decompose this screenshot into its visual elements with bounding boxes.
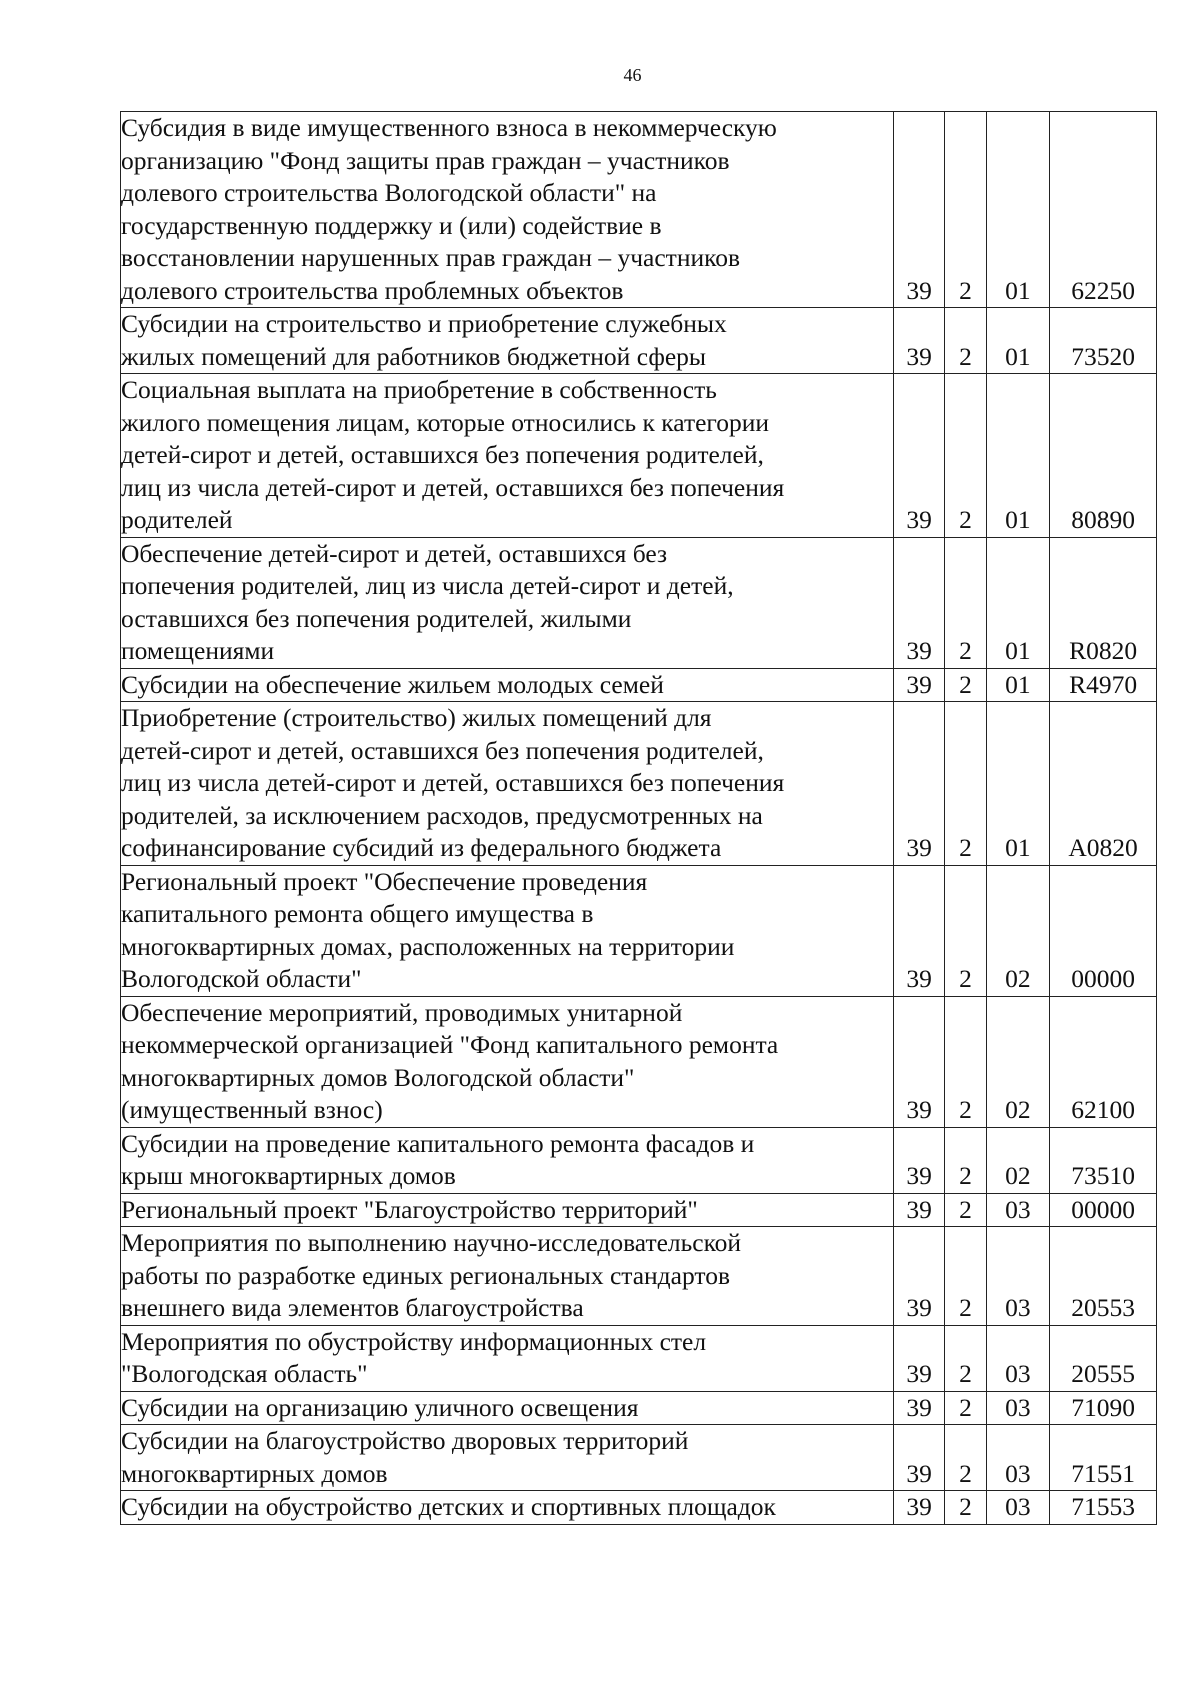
program-code-cell: 39 [893, 668, 944, 702]
table-row [121, 1425, 1157, 1491]
main-event-code-cell: 01 [986, 668, 1049, 702]
budget-classification-table [120, 111, 1157, 1525]
direction-code-cell: 20555 [1050, 1325, 1157, 1391]
table-row [121, 865, 1157, 996]
subprogram-code-cell: 2 [945, 702, 986, 866]
expense-name-cell: Субсидии на обеспечение жильем молодых семей [121, 668, 894, 702]
table-row [121, 308, 1157, 374]
table-row [121, 996, 1157, 1127]
table-row [121, 1193, 1157, 1227]
direction-code-cell: 00000 [1050, 865, 1157, 996]
program-code-cell: 39 [893, 374, 944, 538]
direction-code-cell: 62250 [1050, 112, 1157, 308]
main-event-code-cell: 03 [986, 1391, 1049, 1425]
expense-name-cell: Субсидии на обустройство детских и спортивных площадок [121, 1491, 894, 1525]
expense-name-cell: Социальная выплата на приобретение в собственность жилого помещения лицам, которые относились к категории детей-сирот и детей, оставшихся без попечения родителей, лиц из числа детей-сирот и детей, оставшихся без попечения родителей [121, 374, 894, 538]
expense-name-cell: Региональный проект "Благоустройство территорий" [121, 1193, 894, 1227]
main-event-code-cell: 01 [986, 308, 1049, 374]
table-row [121, 668, 1157, 702]
direction-code-cell: 71551 [1050, 1425, 1157, 1491]
direction-code-cell: 71553 [1050, 1491, 1157, 1525]
expense-name-cell: Мероприятия по обустройству информационных стел "Вологодская область" [121, 1325, 894, 1391]
table-row [121, 702, 1157, 866]
expense-name-cell: Субсидии на благоустройство дворовых территорий многоквартирных домов [121, 1425, 894, 1491]
program-code-cell: 39 [893, 702, 944, 866]
program-code-cell: 39 [893, 112, 944, 308]
program-code-cell: 39 [893, 1193, 944, 1227]
direction-code-cell: R0820 [1050, 537, 1157, 668]
expense-name-cell: Мероприятия по выполнению научно-исследовательской работы по разработке единых региональных стандартов внешнего вида элементов благоустройства [121, 1227, 894, 1326]
program-code-cell: 39 [893, 865, 944, 996]
subprogram-code-cell: 2 [945, 374, 986, 538]
direction-code-cell: 73510 [1050, 1127, 1157, 1193]
table-row [121, 1127, 1157, 1193]
program-code-cell: 39 [893, 1391, 944, 1425]
expense-name-cell: Обеспечение детей-сирот и детей, оставшихся без попечения родителей, лиц из числа детей-сирот и детей, оставшихся без попечения родителей, жилыми помещениями [121, 537, 894, 668]
expense-name-cell: Обеспечение мероприятий, проводимых унитарной некоммерческой организацией "Фонд капитального ремонта многоквартирных домов Вологодской области" (имущественный взнос) [121, 996, 894, 1127]
subprogram-code-cell: 2 [945, 1491, 986, 1525]
direction-code-cell: 80890 [1050, 374, 1157, 538]
direction-code-cell: 62100 [1050, 996, 1157, 1127]
expense-name-cell: Субсидии на проведение капитального ремонта фасадов и крыш многоквартирных домов [121, 1127, 894, 1193]
subprogram-code-cell: 2 [945, 1391, 986, 1425]
main-event-code-cell: 02 [986, 1127, 1049, 1193]
direction-code-cell: 20553 [1050, 1227, 1157, 1326]
table-row [121, 374, 1157, 538]
expense-name-cell: Субсидии на строительство и приобретение служебных жилых помещений для работников бюджетной сферы [121, 308, 894, 374]
subprogram-code-cell: 2 [945, 1127, 986, 1193]
subprogram-code-cell: 2 [945, 112, 986, 308]
main-event-code-cell: 01 [986, 537, 1049, 668]
program-code-cell: 39 [893, 1425, 944, 1491]
table-row [121, 1491, 1157, 1525]
table-row [121, 1227, 1157, 1326]
expense-name-cell: Региональный проект "Обеспечение проведения капитального ремонта общего имущества в многоквартирных домах, расположенных на территории Вологодской области" [121, 865, 894, 996]
main-event-code-cell: 02 [986, 865, 1049, 996]
subprogram-code-cell: 2 [945, 996, 986, 1127]
program-code-cell: 39 [893, 1325, 944, 1391]
direction-code-cell: R4970 [1050, 668, 1157, 702]
main-event-code-cell: 03 [986, 1193, 1049, 1227]
main-event-code-cell: 03 [986, 1491, 1049, 1525]
main-event-code-cell: 01 [986, 112, 1049, 308]
direction-code-cell: 00000 [1050, 1193, 1157, 1227]
program-code-cell: 39 [893, 537, 944, 668]
program-code-cell: 39 [893, 996, 944, 1127]
subprogram-code-cell: 2 [945, 1425, 986, 1491]
subprogram-code-cell: 2 [945, 1325, 986, 1391]
direction-code-cell: 73520 [1050, 308, 1157, 374]
subprogram-code-cell: 2 [945, 1193, 986, 1227]
page-number: 46 [623, 65, 642, 85]
expense-name-cell: Субсидии на организацию уличного освещения [121, 1391, 894, 1425]
subprogram-code-cell: 2 [945, 537, 986, 668]
table-row [121, 537, 1157, 668]
program-code-cell: 39 [893, 1491, 944, 1525]
subprogram-code-cell: 2 [945, 668, 986, 702]
main-event-code-cell: 03 [986, 1425, 1049, 1491]
table-row [121, 1325, 1157, 1391]
program-code-cell: 39 [893, 1227, 944, 1326]
direction-code-cell: 71090 [1050, 1391, 1157, 1425]
expense-name-cell: Приобретение (строительство) жилых помещений для детей-сирот и детей, оставшихся без попечения родителей, лиц из числа детей-сирот и детей, оставшихся без попечения родителей, за исключением расходов, предусмотренных на софинансирование субсидий из федерального бюджета [121, 702, 894, 866]
direction-code-cell: A0820 [1050, 702, 1157, 866]
program-code-cell: 39 [893, 1127, 944, 1193]
main-event-code-cell: 01 [986, 702, 1049, 866]
expense-name-cell: Субсидия в виде имущественного взноса в некоммерческую организацию "Фонд защиты прав граждан – участников долевого строительства Вологодской области" на государственную поддержку и (или) содействие в восстановлении нарушенных прав граждан – участников долевого строительства проблемных объектов [121, 112, 894, 308]
table-body [121, 112, 1157, 1525]
table-row [121, 112, 1157, 308]
program-code-cell: 39 [893, 308, 944, 374]
subprogram-code-cell: 2 [945, 865, 986, 996]
main-event-code-cell: 03 [986, 1325, 1049, 1391]
main-event-code-cell: 02 [986, 996, 1049, 1127]
main-event-code-cell: 03 [986, 1227, 1049, 1326]
subprogram-code-cell: 2 [945, 1227, 986, 1326]
subprogram-code-cell: 2 [945, 308, 986, 374]
main-event-code-cell: 01 [986, 374, 1049, 538]
table-row [121, 1391, 1157, 1425]
